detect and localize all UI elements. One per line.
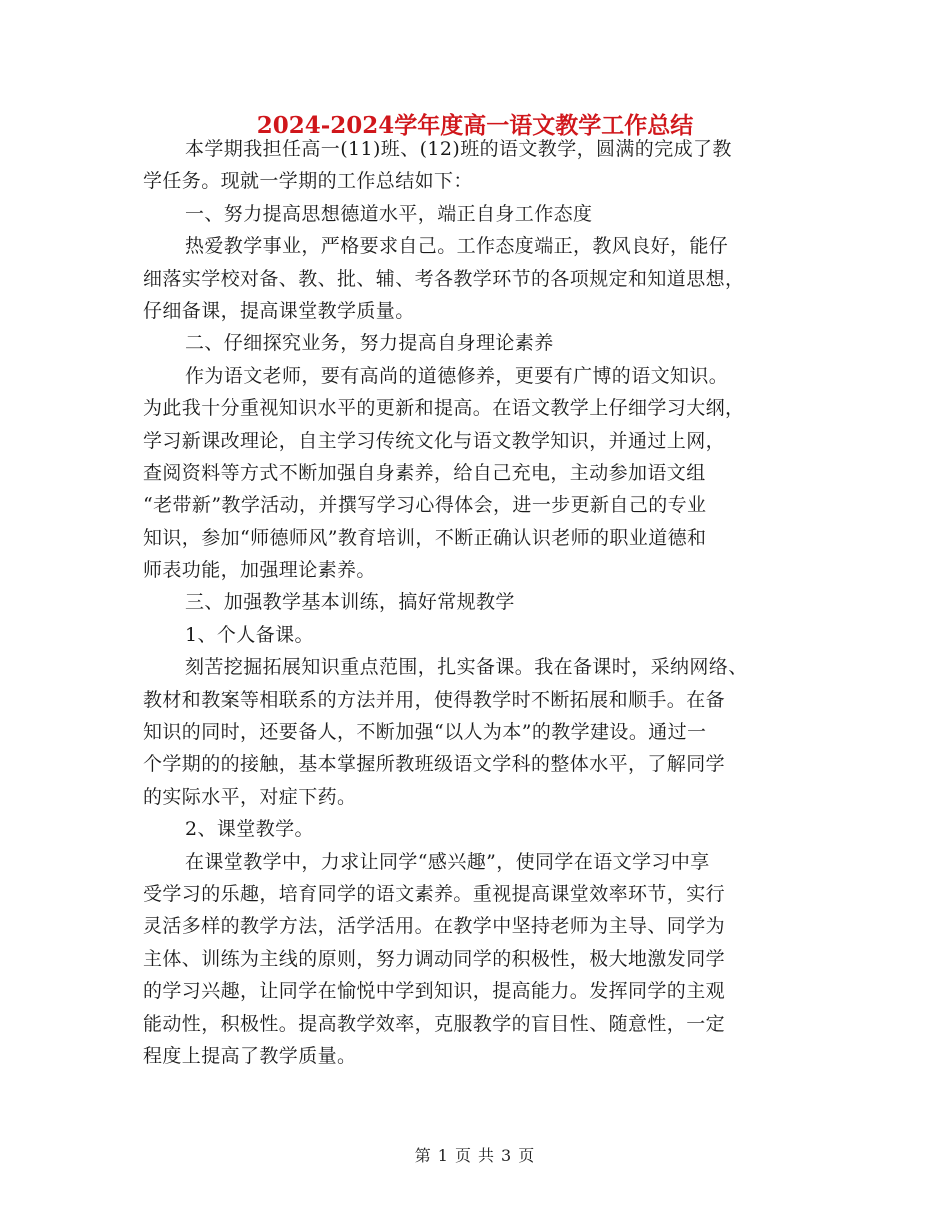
text-line: 能动性，积极性。提高教学效率，克服教学的盲目性、随意性，一定 [143, 1012, 726, 1035]
footer-prefix: 第 [414, 1146, 432, 1165]
text-line: 学任务。现就一学期的工作总结如下： [143, 170, 473, 193]
text-line: 的实际水平，对症下药。 [143, 785, 357, 808]
text-line: “老带新”教学活动，并撰写学习心得体会，进一步更新自己的专业 [143, 494, 707, 517]
text-line: 程度上提高了教学质量。 [143, 1044, 357, 1067]
page-footer [0, 1143, 950, 1166]
text-line: 刻苦挖掘拓展知识重点范围，扎实备课。我在备课时，采纳网络、 [185, 656, 748, 679]
text-line: 查阅资料等方式不断加强自身素养，给自己充电，主动参加语文组 [143, 461, 706, 484]
text-line: 细落实学校对备、教、批、辅、考各教学环节的各项规定和知道思想， [143, 267, 745, 290]
text-line: 作为语文老师，要有高尚的道德修养，更要有广博的语文知识。 [185, 364, 729, 387]
text-line: 一、努力提高思想德道水平，端正自身工作态度 [185, 202, 593, 225]
footer-mid: 页 共 [454, 1146, 496, 1165]
text-line: 本学期我担任高一(11)班、(12)班的语文教学，圆满的完成了教 [185, 138, 732, 160]
text-line: 个学期的的接触，基本掌握所教班级语文学科的整体水平，了解同学 [143, 753, 726, 776]
text-line: 知识，参加“师德师风”教育培训，不断正确认识老师的职业道德和 [143, 526, 707, 549]
text-line: 灵活多样的教学方法，活学活用。在教学中坚持老师为主导、同学为 [143, 915, 726, 938]
text-line: 受学习的乐趣，培育同学的语文素养。重视提高课堂效率环节，实行 [143, 882, 726, 905]
text-line: 师表功能，加强理论素养。 [143, 559, 376, 582]
text-line: 在课堂教学中，力求让同学“感兴趣”，使同学在语文学习中享 [185, 850, 710, 873]
text-line: 教材和教案等相联系的方法并用，使得教学时不断拓展和顺手。在备 [143, 688, 726, 711]
text-line: 知识的同时，还要备人，不断加强“以人为本”的教学建设。通过一 [143, 721, 707, 744]
footer-page-number: 1 [437, 1146, 449, 1165]
text-line: 仔细备课，提高课堂教学质量。 [143, 299, 415, 322]
text-line: 热爱教学事业，严格要求自己。工作态度端正，教风良好，能仔 [185, 235, 729, 258]
text-line: 二、仔细探究业务，努力提高自身理论素养 [185, 332, 554, 355]
document-body [143, 133, 808, 1072]
text-line: 2、课堂教学。 [185, 818, 314, 841]
document-title: 2024-2024学年度高一语文教学工作总结 [256, 112, 694, 139]
text-line: 三、加强教学基本训练，搞好常规教学 [185, 591, 515, 614]
text-line: 学习新课改理论，自主学习传统文化与语文教学知识，并通过上网， [143, 429, 726, 452]
text-line: 为此我十分重视知识水平的更新和提高。在语文教学上仔细学习大纲， [143, 397, 745, 420]
footer-total-pages: 3 [501, 1146, 513, 1165]
text-line: 主体、训练为主线的原则，努力调动同学的积极性，极大地激发同学 [143, 947, 726, 970]
footer-suffix: 页 [518, 1146, 536, 1165]
text-line: 1、个人备课。 [185, 623, 314, 646]
text-line: 的学习兴趣，让同学在愉悦中学到知识，提高能力。发挥同学的主观 [143, 980, 726, 1003]
